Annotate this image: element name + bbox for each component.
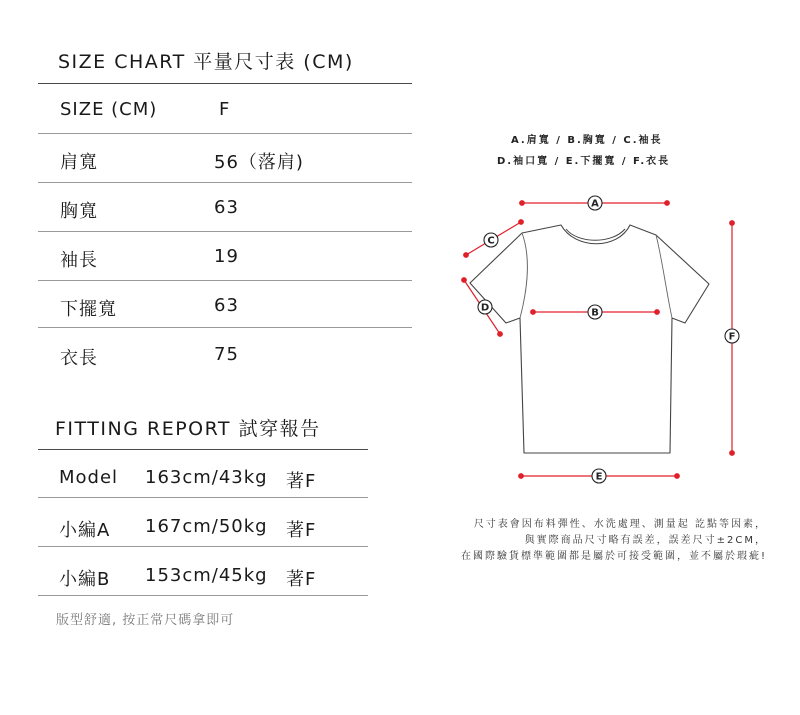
row-label-hem: 下擺寬 bbox=[60, 299, 117, 320]
fit-note: 版型舒適, 按正常尺碼拿即可 bbox=[56, 613, 235, 628]
disclaimer-line-2: 與實際商品尺寸略有誤差，誤差尺寸±2CM， bbox=[524, 535, 767, 546]
marker-b-label: B bbox=[591, 307, 599, 319]
row-value-chest: 63 bbox=[214, 197, 239, 218]
fit-measure: 153cm/45kg bbox=[145, 565, 268, 586]
measure-dot bbox=[519, 474, 524, 479]
row-value-sleeve: 19 bbox=[214, 246, 239, 267]
size-header-label: SIZE (CM) bbox=[60, 99, 158, 120]
marker-c-label: C bbox=[487, 235, 495, 247]
row-value-length: 75 bbox=[214, 344, 239, 365]
size-header-value: F bbox=[219, 99, 231, 120]
row-label-chest: 胸寬 bbox=[60, 201, 98, 222]
measure-dot bbox=[464, 253, 469, 258]
tshirt-seam bbox=[520, 233, 527, 318]
fit-measure: 163cm/43kg bbox=[145, 467, 268, 488]
measure-dot bbox=[462, 278, 467, 283]
disclaimer-line-3: 在國際驗貨標準範圍都是屬於可接受範圍，並不屬於瑕疵! bbox=[460, 551, 767, 562]
fitting-report-title: FITTING REPORT 試穿報告 bbox=[55, 418, 321, 440]
size-chart-title: SIZE CHART 平量尺寸表 (CM) bbox=[58, 51, 354, 73]
row-label-shoulder: 肩寬 bbox=[60, 152, 98, 173]
disclaimer-line-1: 尺寸表會因布料彈性、水洗處理、測量起 訖點等因素， bbox=[473, 519, 767, 530]
fit-name: 小編B bbox=[59, 569, 111, 590]
fit-name: Model bbox=[59, 467, 119, 488]
row-label-sleeve: 袖長 bbox=[60, 250, 98, 271]
measure-dot bbox=[730, 451, 735, 456]
measure-dot bbox=[531, 310, 536, 315]
fit-size: 著F bbox=[286, 471, 317, 492]
measure-dot bbox=[519, 220, 524, 225]
marker-e-label: E bbox=[595, 471, 603, 483]
tshirt-outline bbox=[470, 225, 709, 453]
marker-f-label: F bbox=[728, 331, 736, 343]
legend-line-1: A.肩寬 / B.胸寬 / C.袖長 bbox=[511, 135, 663, 146]
marker-a-label: A bbox=[591, 198, 599, 210]
fit-measure: 167cm/50kg bbox=[145, 516, 268, 537]
measure-dot bbox=[498, 332, 503, 337]
row-value-hem: 63 bbox=[214, 295, 239, 316]
measure-dot bbox=[730, 221, 735, 226]
legend-line-2: D.袖口寬 / E.下擺寬 / F.衣長 bbox=[497, 156, 671, 167]
row-value-shoulder: 56（落肩) bbox=[214, 152, 304, 173]
fit-size: 著F bbox=[286, 520, 317, 541]
measure-dot bbox=[520, 201, 525, 206]
fit-size: 著F bbox=[286, 569, 317, 590]
measure-dot bbox=[665, 201, 670, 206]
measure-dot bbox=[655, 310, 660, 315]
marker-d-label: D bbox=[480, 302, 490, 314]
row-label-length: 衣長 bbox=[60, 348, 98, 369]
measure-dot bbox=[675, 474, 680, 479]
fit-name: 小編A bbox=[59, 520, 111, 541]
